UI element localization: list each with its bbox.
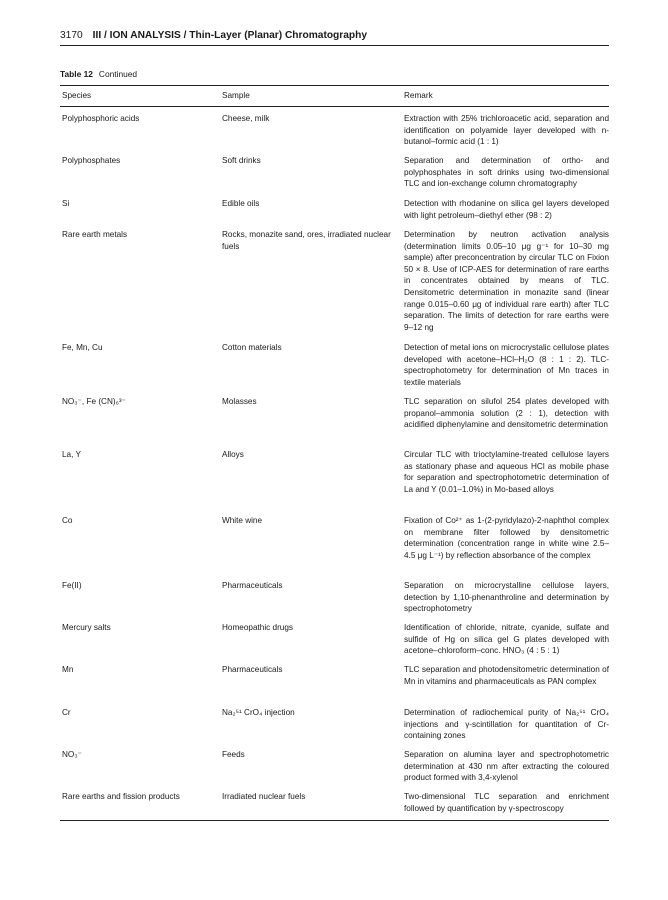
sample-cell: Pharmaceuticals [222, 665, 283, 674]
species-cell: Rare earth metals [62, 230, 128, 239]
remark-cell: Separation and determination of ortho- and polyphosphates in soft drinks using two-dimensional TLC and ion-exchange column chromatography [404, 156, 609, 189]
remark-cell: TLC separation on silufol 254 plates developed with propanol–ammonia solution (2 : 1), detection with acidified diphenylamine and densitometric determination [404, 397, 609, 430]
table-header-rule [60, 106, 609, 107]
species-cell: Si [62, 199, 70, 208]
table-bottom-rule [60, 820, 609, 821]
species-cell: Mercury salts [62, 623, 111, 632]
sample-cell: Cotton materials [222, 343, 282, 352]
table-label: Table 12 [60, 69, 93, 79]
species-cell: Rare earths and fission products [62, 792, 180, 801]
sample-cell: Molasses [222, 397, 257, 406]
species-cell: Cr [62, 708, 71, 717]
remark-cell: Separation on alumina layer and spectrophotometric determination at 430 nm after extracting the coloured product formed with 3,4-xylenol [404, 750, 609, 783]
page-number: 3170 [60, 30, 83, 41]
remark-cell: Extraction with 25% trichloroacetic acid, separation and identification on polyamide layer developed with n-butanol–formic acid (1 : 1) [404, 114, 609, 147]
sample-cell: Irradiated nuclear fuels [222, 792, 306, 801]
species-cell: Polyphosphates [62, 156, 121, 165]
sample-cell: White wine [222, 516, 263, 525]
remark-cell: TLC separation and photodensitometric determination of Mn in vitamins and pharmaceuticals as PAN complex [404, 665, 609, 686]
remark-cell: Determination by neutron activation analysis (determination limits 0.05–10 μg g⁻¹ for 10–30 mg sample) after preconcentration by circular TLC on Fixion 50 × 8. Use of ICP-AES for determination of rare earths in concentrates obtained by means of TLC. Densitometric determination in monazite sand (linear range 0.015–0.60 μg of individual rare earth) after TLC separation. The limits of detection for rare earths were 9–12 ng [404, 230, 609, 332]
sample-cell: Homeopathic drugs [222, 623, 293, 632]
remark-cell: Identification of chloride, nitrate, cyanide, sulfate and sulfide of Hg on silica gel G plates developed with acetone–chloroform–conc. HNO₃ (4 : 5 : 1) [404, 623, 609, 656]
remark-cell: Fixation of Co²⁺ as 1-(2-pyridylazo)-2-naphthol complex on membrane filter followed by densitometric determination (concentration range in white wine 2.5–4.5 μg L⁻¹) by reflection absorbance of the complex [404, 516, 609, 560]
sample-cell: Cheese, milk [222, 114, 270, 123]
species-cell: Mn [62, 665, 74, 674]
sample-cell: Feeds [222, 750, 245, 759]
remark-cell: Determination of radiochemical purity of Na₂⁵¹ CrO₄ injections and γ-scintillation for quantitation of Cr-containing zones [404, 708, 609, 741]
table-top-rule [60, 85, 609, 86]
sample-cell: Na₂⁵¹ CrO₄ injection [222, 708, 295, 717]
species-cell: Fe, Mn, Cu [62, 343, 103, 352]
species-cell: NO₃⁻ [62, 750, 82, 759]
remark-cell: Two-dimensional TLC separation and enrichment followed by quantification by γ-spectroscopy [404, 792, 609, 813]
species-cell: Polyphosphoric acids [62, 114, 140, 123]
species-cell: Fe(II) [62, 581, 82, 590]
remark-cell: Circular TLC with trioctylamine-treated cellulose layers as stationary phase and aqueous HCl as mobile phase for separation and spectrophotometric determination of La and Y (0.01–1.0%) in Mo-based alloys [404, 450, 609, 494]
remark-cell: Detection of metal ions on microcrystalic cellulose plates developed with acetone–HCl–H₂O (8 : 1 : 2). TLC-spectrophotometry for determination of Mn traces in textile materials [404, 343, 609, 387]
remark-cell: Detection with rhodanine on silica gel layers developed with light petroleum–diethyl ether (98 : 2) [404, 199, 609, 220]
sample-cell: Pharmaceuticals [222, 581, 283, 590]
sample-cell: Soft drinks [222, 156, 261, 165]
species-cell: NO₃⁻, Fe (CN)₆³⁻ [62, 397, 126, 406]
species-cell: Co [62, 516, 73, 525]
column-header-species: Species [62, 91, 92, 100]
remark-cell: Separation on microcrystalline cellulose layers, detection by 1,10-phenanthroline and determination by spectrophotometry [404, 581, 609, 614]
table-caption-text: Continued [98, 69, 138, 79]
running-header [60, 30, 609, 41]
column-header-sample: Sample [222, 91, 250, 100]
table-caption [60, 69, 137, 79]
species-cell: La, Y [62, 450, 81, 459]
running-title: III / ION ANALYSIS / Thin-Layer (Planar) Chromatography [92, 30, 368, 41]
column-header-remark: Remark [404, 91, 433, 100]
header-rule [60, 45, 609, 46]
sample-cell: Alloys [222, 450, 244, 459]
sample-cell: Rocks, monazite sand, ores, irradiated nuclear fuels [222, 230, 391, 251]
sample-cell: Edible oils [222, 199, 260, 208]
